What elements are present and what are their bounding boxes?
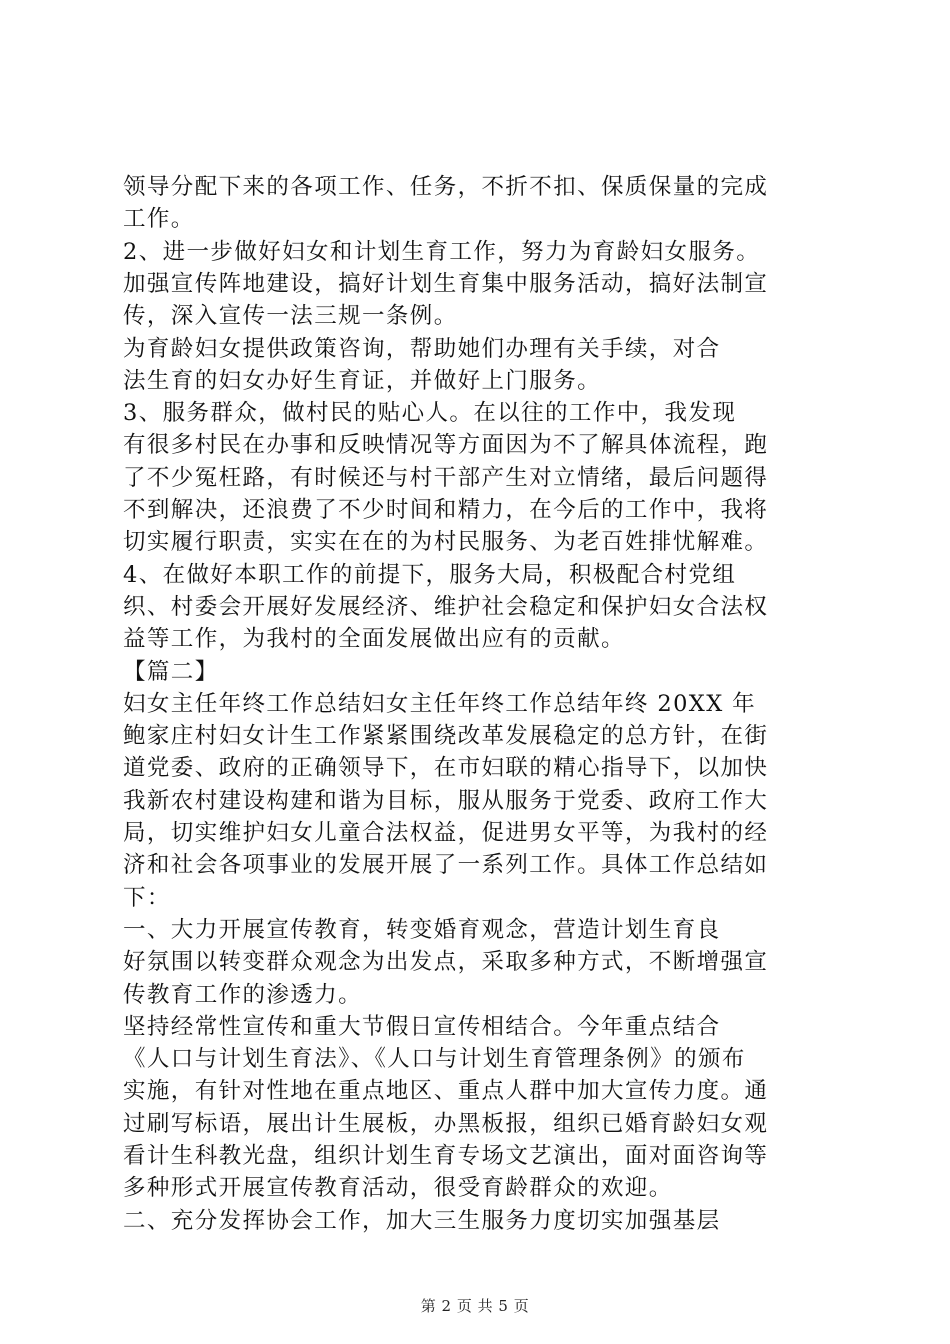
- text-line: 加强宣传阵地建设，搞好计划生育集中服务活动，搞好法制宣: [123, 270, 769, 297]
- text-line: 益等工作，为我村的全面发展做出应有的贡献。: [123, 626, 625, 653]
- text-line: 法生育的妇女办好生育证，并做好上门服务。: [123, 367, 602, 394]
- text-line: 看计生科教光盘，组织计划生育专场文艺演出，面对面咨询等: [123, 1143, 769, 1169]
- text-line: 下：: [123, 884, 171, 911]
- text-line: 鲍家庄村妇女计生工作紧紧围绕改革发展稳定的总方针，在街: [123, 723, 769, 750]
- text-line: 切实履行职责，实实在在的为村民服务、为老百姓排忧解难。: [123, 529, 769, 556]
- text-line: 好氛围以转变群众观念为出发点，采取多种方式，不断增强宣: [123, 949, 769, 976]
- text-line: 实施，有针对性地在重点地区、重点人群中加大宣传力度。通: [123, 1078, 769, 1105]
- text-line: 为育龄妇女提供政策咨询，帮助她们办理有关手续，对合: [123, 335, 721, 362]
- text-line: 二、充分发挥协会工作，加大三生服务力度切实加强基层: [123, 1207, 721, 1234]
- text-line: 传教育工作的渗透力。: [123, 981, 363, 1008]
- text-line: 领导分配下来的各项工作、任务，不折不扣、保质保量的完成: [123, 174, 769, 200]
- text-line: 2、进一步做好妇女和计划生育工作，努力为育龄妇女服务。: [123, 238, 761, 265]
- text-line: 一、大力开展宣传教育，转变婚育观念，营造计划生育良: [123, 916, 721, 943]
- text-line: 4、在做好本职工作的前提下，服务大局，积极配合村党组: [123, 561, 737, 588]
- text-line: 不到解决，还浪费了不少时间和精力，在今后的工作中，我将: [123, 497, 769, 523]
- text-line: 妇女主任年终工作总结妇女主任年终工作总结年终 20XX 年: [123, 690, 757, 717]
- text-line: 济和社会各项事业的发展开展了一系列工作。具体工作总结如: [123, 852, 769, 879]
- text-line: 我新农村建设构建和谐为目标，服从服务于党委、政府工作大: [123, 787, 769, 814]
- text-line: 3、服务群众，做村民的贴心人。在以往的工作中，我发现: [123, 400, 737, 427]
- text-line: 道党委、政府的正确领导下，在市妇联的精心指导下，以加快: [123, 755, 769, 782]
- text-line: 过刷写标语，展出计生展板，办黑板报，组织已婚育龄妇女观: [123, 1110, 769, 1137]
- text-line: 工作。: [123, 206, 195, 233]
- section-heading: 【篇二】: [123, 658, 219, 685]
- text-line: 多种形式开展宣传教育活动，很受育龄群众的欢迎。: [123, 1175, 673, 1202]
- text-line: 坚持经常性宣传和重大节假日宣传相结合。今年重点结合: [123, 1013, 721, 1040]
- text-line: 传，深入宣传一法三规一条例。: [123, 303, 458, 330]
- text-line: 有很多村民在办事和反映情况等方面因为不了解具体流程，跑: [123, 432, 769, 459]
- text-line: 局，切实维护妇女儿童合法权益，促进男女平等，为我村的经: [123, 820, 769, 846]
- text-line: 了不少冤枉路，有时候还与村干部产生对立情绪，最后问题得: [123, 464, 769, 491]
- text-line: 织、村委会开展好发展经济、维护社会稳定和保护妇女合法权: [123, 593, 769, 620]
- text-line: 《人口与计划生育法》、《人口与计划生育管理条例》的颁布: [123, 1046, 746, 1073]
- page-footer: 第 2 页 共 5 页: [420, 1297, 530, 1315]
